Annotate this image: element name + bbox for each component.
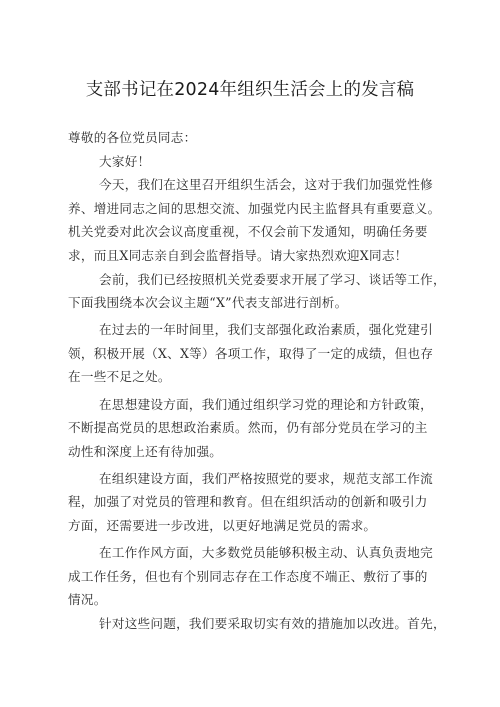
page-title: 支部书记在2024年组织生活会上的发言稿 xyxy=(85,80,415,100)
paragraph-line: 不断提高党员的思想政治素质。然而，仍有部分党员在学习的主 xyxy=(68,420,428,436)
paragraph-line: 情况。 xyxy=(68,592,107,608)
document-body xyxy=(68,126,446,635)
greeting-line: 大家好！ xyxy=(99,153,151,169)
paragraph-line: 求，而且X同志亲自到会监督指导。请大家热烈欢迎X同志！ xyxy=(68,247,408,263)
paragraph-line: 机关党委对此次会议高度重视，不仅会前下发通知，明确任务要 xyxy=(68,224,428,240)
paragraph-line: 会前，我们已经按照机关党委要求开展了学习、谈话等工作， xyxy=(99,271,446,287)
paragraph-line: 下面我围绕本次会议主题“X”代表支部进行剖析。 xyxy=(68,295,348,311)
paragraph-line: 动性和深度上还有待加强。 xyxy=(68,443,223,459)
paragraph-line: 程，加强了对党员的管理和教育。但在组织活动的创新和吸引力 xyxy=(68,494,428,510)
paragraph-line: 在一些不足之处。 xyxy=(68,369,171,385)
paragraph-line: 方面，还需要进一步改进，以更好地满足党员的需求。 xyxy=(68,518,377,533)
paragraph-line: 在组织建设方面，我们严格按照党的要求，规范支部工作流 xyxy=(99,470,433,486)
paragraph-line: 今天，我们在这里召开组织生活会，这对于我们加强党性修 xyxy=(99,177,433,193)
paragraph-line: 领，积极开展（X、X等）各项工作，取得了一定的成绩，但也存 xyxy=(68,345,434,361)
paragraph-line: 在思想建设方面，我们通过组织学习党的理论和方针政策， xyxy=(99,396,433,412)
paragraph-line: 在过去的一年时间里，我们支部强化政治素质，强化党建引 xyxy=(99,322,433,338)
paragraph-line: 针对这些问题，我们要采取切实有效的措施加以改进。首先， xyxy=(99,615,446,631)
paragraph-line: 养、增进同志之间的思想交流、加强党内民主监督具有重要意义。 xyxy=(68,200,441,216)
paragraph-line: 在工作作风方面，大多数党员能够积极主动、认真负责地完 xyxy=(99,545,433,561)
paragraph-line: 成工作任务，但也有个别同志存在工作态度不端正、敷衍了事的 xyxy=(68,568,428,584)
salutation-line: 尊敬的各位党员同志： xyxy=(68,130,197,145)
